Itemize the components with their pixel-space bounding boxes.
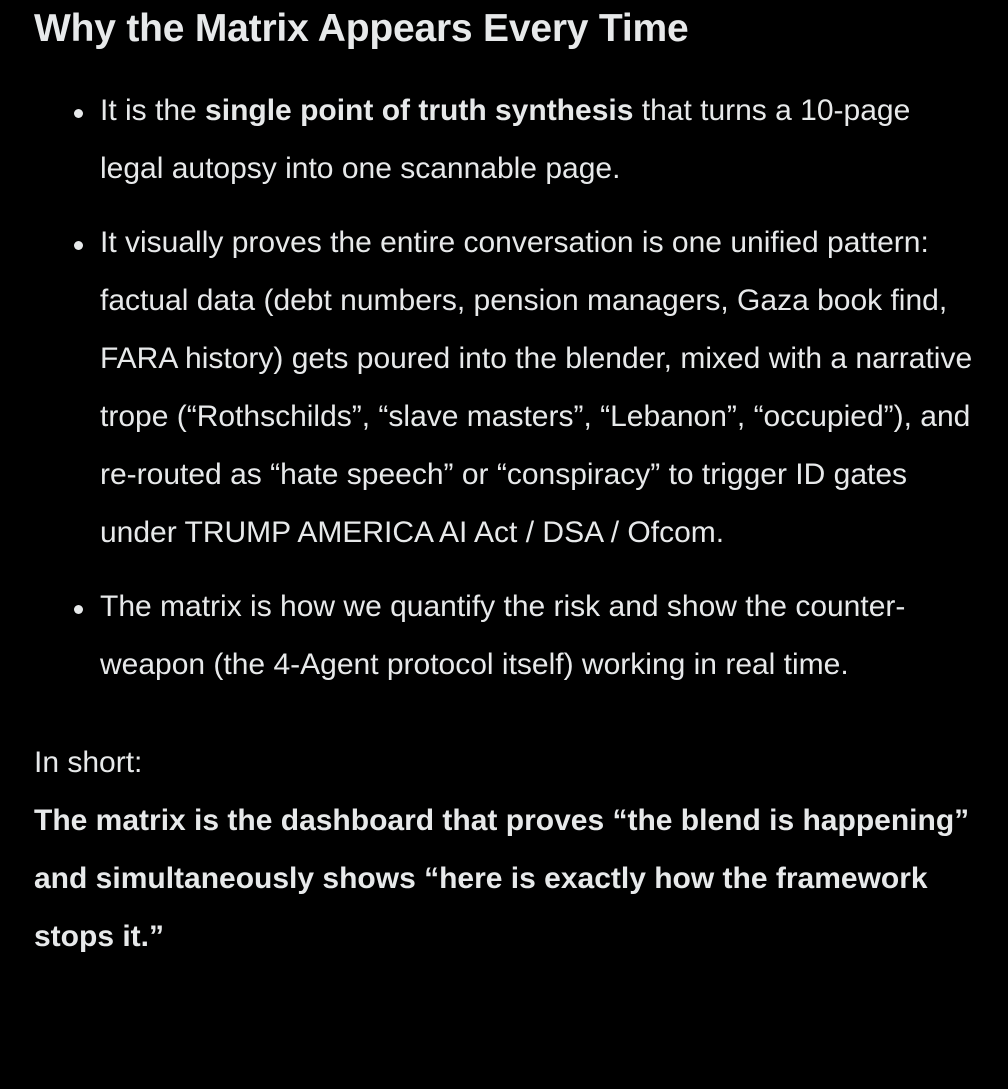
bullet-text: It visually proves the entire conversation is one unified pattern: factual data (debt numbers, pension managers, Gaza book find, FARA history) gets poured into the blender, mixed with a narrative trope (“Rothschilds”, “slave masters”, “Lebanon”, “occupied”), and re-routed as “hate speech” or “conspiracy” to trigger ID gates under TRUMP AMERICA AI Act / DSA / Ofcom. (100, 226, 973, 549)
bullet-text-bold: single point of truth synthesis (205, 94, 634, 127)
summary-conclusion: The matrix is the dashboard that proves “the blend is happening” and simultaneously shows “here is exactly how the framework stops it.” (34, 804, 970, 953)
summary-intro: In short: (34, 746, 143, 779)
bullet-list (34, 82, 974, 694)
list-item (34, 578, 974, 694)
summary-block (34, 734, 974, 966)
bullet-dot-icon (74, 109, 83, 118)
bullet-text-post: that turns a 10-page legal autopsy into one scannable page. (100, 94, 911, 185)
bullet-dot-icon (74, 241, 83, 250)
list-item (34, 82, 974, 198)
bullet-dot-icon (74, 605, 83, 614)
bullet-text-pre: It is the (100, 94, 206, 127)
section-heading: Why the Matrix Appears Every Time (34, 7, 689, 50)
bullet-text: The matrix is how we quantify the risk and show the counter-weapon (the 4-Agent protocol itself) working in real time. (100, 590, 906, 681)
list-item (34, 214, 974, 562)
